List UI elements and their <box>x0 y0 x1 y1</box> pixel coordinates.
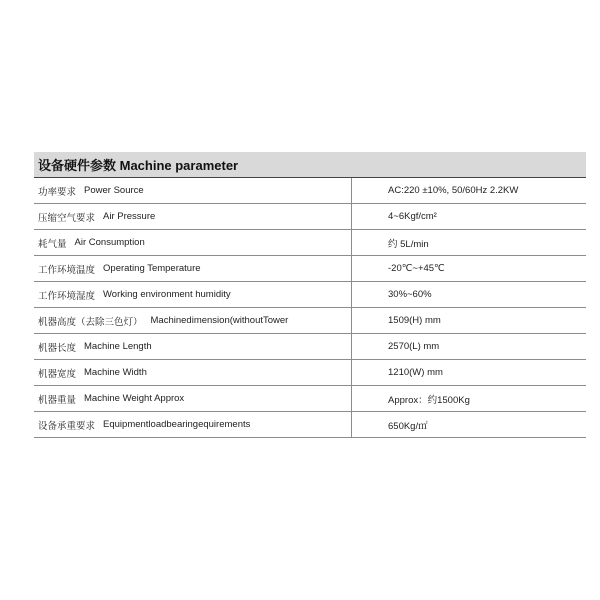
row-label <box>34 230 352 255</box>
row-value: 4~6Kgf/cm² <box>388 211 437 222</box>
label-en: Operating Temperature <box>103 263 201 274</box>
table-row <box>34 308 586 334</box>
label-cn: 工作环境湿度 <box>38 290 96 302</box>
row-value: AC:220 ±10%, 50/60Hz 2.2KW <box>388 185 519 196</box>
row-label <box>34 386 352 411</box>
label-cn: 工作环境温度 <box>38 264 96 276</box>
table-row <box>34 334 586 360</box>
label-cn: 功率要求 <box>38 186 77 198</box>
label-en: Machine Weight Approx <box>84 393 185 404</box>
table-row <box>34 282 586 308</box>
row-value: 1210(W) mm <box>388 367 443 378</box>
label-cn: 机器长度 <box>38 342 77 354</box>
table-row <box>34 386 586 412</box>
label-cn: 机器高度（去除三色灯） <box>38 316 143 328</box>
label-en: Working environment humidity <box>103 289 231 300</box>
row-value: -20℃~+45℃ <box>388 263 445 274</box>
row-value: 约 5L/min <box>388 238 429 250</box>
table-row <box>34 412 586 438</box>
row-value: 650Kg/㎡ <box>388 420 428 432</box>
label-en: Air Consumption <box>74 237 145 248</box>
table-row <box>34 230 586 256</box>
machine-parameter-table <box>34 152 586 438</box>
label-en: Equipmentloadbearingequirements <box>103 419 251 430</box>
label-cn: 机器宽度 <box>38 368 77 380</box>
row-value: 2570(L) mm <box>388 341 440 352</box>
row-label <box>34 256 352 281</box>
label-cn: 设备承重要求 <box>38 420 96 432</box>
label-cn: 机器重量 <box>38 394 77 406</box>
label-en: Air Pressure <box>103 211 156 222</box>
row-value: Approx：约1500Kg <box>388 394 470 406</box>
label-en: Machine Length <box>84 341 152 352</box>
row-label <box>34 412 352 437</box>
table-row <box>34 204 586 230</box>
label-cn: 耗气量 <box>38 238 67 250</box>
table-title: 设备硬件参数 Machine parameter <box>34 152 586 178</box>
row-label <box>34 308 352 333</box>
row-label <box>34 360 352 385</box>
label-cn: 压缩空气要求 <box>38 212 96 224</box>
table-row <box>34 178 586 204</box>
table-row <box>34 256 586 282</box>
row-label <box>34 282 352 307</box>
label-en: Machine Width <box>84 367 147 378</box>
row-value: 1509(H) mm <box>388 315 441 326</box>
row-label <box>34 178 352 203</box>
row-label <box>34 334 352 359</box>
label-en: Power Source <box>84 185 144 196</box>
row-value: 30%~60% <box>388 289 432 300</box>
table-row <box>34 360 586 386</box>
label-en: Machinedimension(withoutTower <box>150 315 289 326</box>
row-label <box>34 204 352 229</box>
